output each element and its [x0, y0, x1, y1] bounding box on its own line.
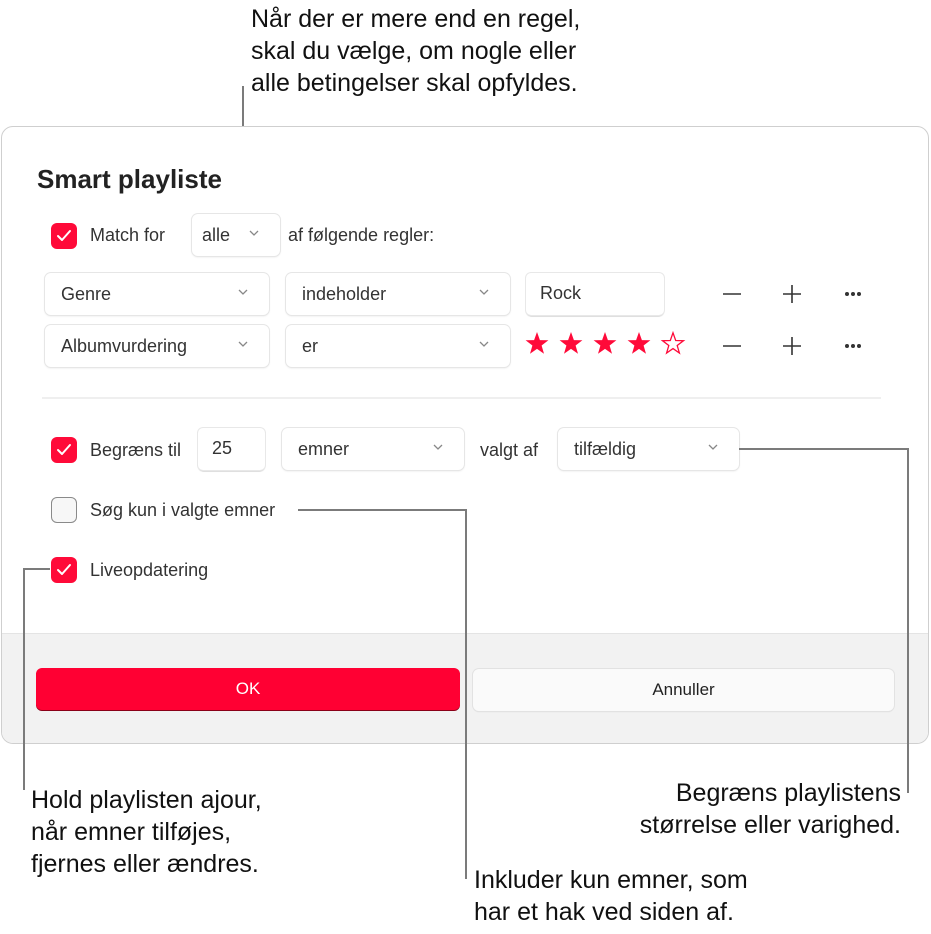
leader-line-limit-v	[907, 448, 909, 793]
chevron-down-icon	[248, 229, 260, 237]
star-filled-icon[interactable]	[628, 332, 651, 354]
chevron-down-icon	[707, 443, 719, 451]
chevron-down-icon	[237, 340, 249, 348]
live-update-checkbox[interactable]	[51, 557, 77, 583]
rule-1-value-text: Rock	[540, 283, 582, 303]
section-divider	[42, 397, 881, 399]
callout-line: når emner tilføjes,	[31, 818, 232, 846]
star-filled-icon[interactable]	[526, 332, 549, 354]
leader-line-live-update-h	[23, 568, 50, 570]
checkmark-icon	[56, 229, 72, 243]
rule-2-star-rating[interactable]	[524, 331, 689, 357]
leader-line-limit-h	[739, 448, 909, 450]
chevron-down-icon	[237, 288, 249, 296]
callout-line: Når der er mere end en regel,	[251, 5, 581, 33]
callout-checked-only	[474, 864, 748, 928]
rule-2-operator-value: er	[302, 336, 319, 356]
limit-unit-value: emner	[298, 439, 350, 459]
plus-icon[interactable]	[778, 332, 806, 360]
rule-2-field-select[interactable]	[45, 325, 269, 367]
leader-line-live-update-v	[23, 568, 25, 790]
limit-amount-value: 25	[212, 438, 233, 458]
callout-line: har et hak ved siden af.	[474, 898, 734, 926]
selected-by-label: valgt af	[480, 440, 539, 460]
limit-amount-input[interactable]	[198, 428, 265, 470]
dialog-title: Smart playliste	[37, 164, 222, 194]
callout-line: Begræns playlistens	[675, 779, 901, 807]
callout-line: fjernes eller ændres.	[31, 850, 259, 878]
rule-2-field-value: Albumvurdering	[61, 336, 188, 356]
rule-1-operator-select[interactable]	[286, 273, 510, 315]
callout-limit	[640, 777, 901, 841]
rule-1-field-value: Genre	[61, 284, 112, 304]
ellipsis-icon[interactable]	[839, 280, 867, 308]
callout-line: størrelse eller varighed.	[639, 811, 901, 839]
minus-icon[interactable]	[718, 280, 746, 308]
cancel-button[interactable]: Annuller	[473, 669, 894, 711]
callout-line: Hold playlisten ajour,	[31, 786, 262, 814]
ok-button[interactable]: OK	[36, 668, 460, 710]
star-filled-icon[interactable]	[560, 332, 583, 354]
chevron-down-icon	[432, 443, 444, 451]
match-mode-value: alle	[202, 225, 231, 245]
match-label: Match for	[90, 225, 166, 245]
callout-line: skal du vælge, om nogle eller	[251, 37, 577, 65]
checked-only-label: Søg kun i valgte emner	[90, 500, 276, 520]
checkmark-icon	[56, 443, 72, 457]
live-update-label: Liveopdatering	[90, 560, 209, 580]
selected-by-value: tilfældig	[574, 439, 637, 459]
rule-1-operator-value: indeholder	[302, 284, 387, 304]
callout-match-rules	[251, 3, 580, 99]
selected-by-select[interactable]	[558, 428, 739, 470]
rule-1-value-input[interactable]	[526, 273, 664, 315]
chevron-down-icon	[478, 340, 490, 348]
leader-line-checked-only-h	[298, 509, 466, 511]
match-suffix: af følgende regler:	[288, 225, 435, 245]
leader-line-checked-only-v	[465, 509, 467, 879]
checkmark-icon	[56, 563, 72, 577]
match-mode-select[interactable]	[192, 214, 280, 256]
star-filled-icon[interactable]	[594, 332, 617, 354]
limit-label: Begræns til	[90, 440, 182, 460]
chevron-down-icon	[478, 288, 490, 296]
match-checkbox[interactable]	[51, 223, 77, 249]
ellipsis-icon[interactable]	[839, 332, 867, 360]
rule-2-operator-select[interactable]	[286, 325, 510, 367]
minus-icon[interactable]	[718, 332, 746, 360]
star-outline-icon[interactable]	[663, 333, 684, 353]
limit-unit-select[interactable]	[282, 428, 464, 470]
checked-only-checkbox[interactable]	[51, 497, 77, 523]
callout-live-update	[31, 784, 262, 880]
plus-icon[interactable]	[778, 280, 806, 308]
callout-line: alle betingelser skal opfyldes.	[251, 69, 578, 97]
rule-1-field-select[interactable]	[45, 273, 269, 315]
limit-checkbox[interactable]	[51, 437, 77, 463]
callout-line: Inkluder kun emner, som	[474, 866, 748, 894]
